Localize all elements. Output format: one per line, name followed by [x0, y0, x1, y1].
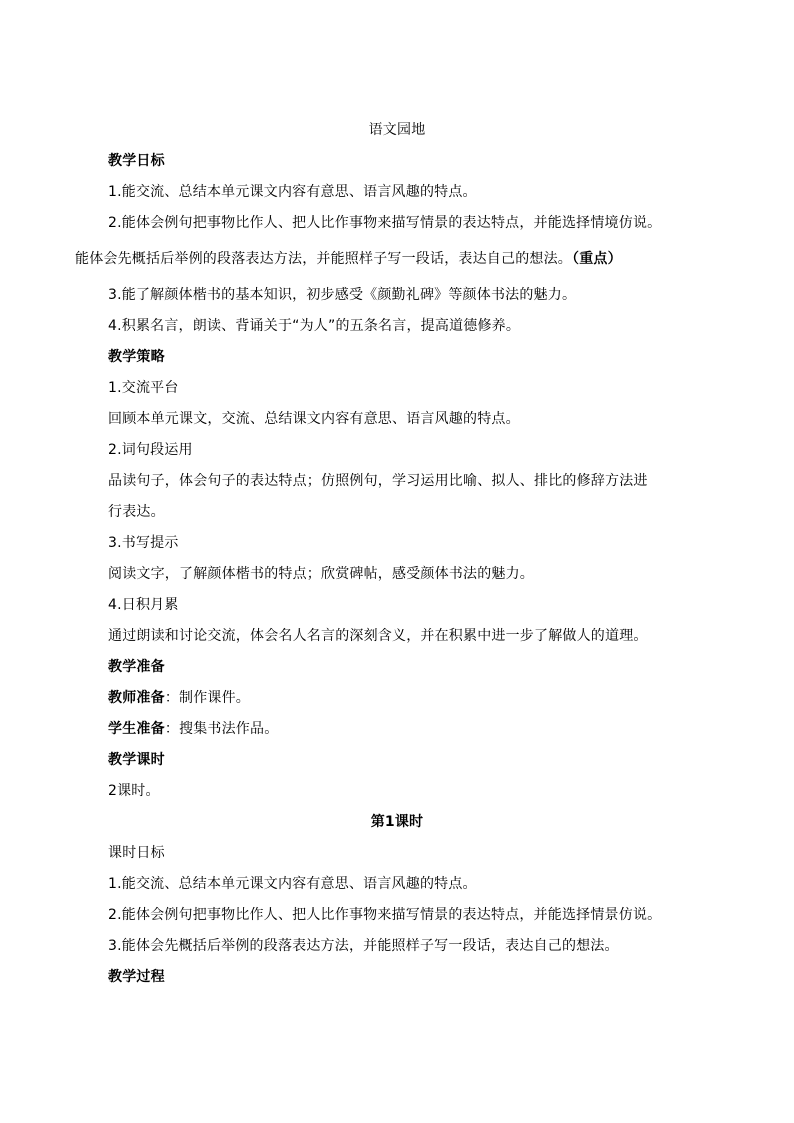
lesson-goal-item: 3.能体会先概括后举例的段落表达方法，并能照样子写一段话，表达自己的想法。 [108, 938, 619, 954]
goal-item-continued [75, 249, 622, 269]
strategy-item: 回顾本单元课文，交流、总结课文内容有意思、语言风趣的特点。 [108, 411, 520, 427]
strategy-item: 通过朗读和讨论交流，体会名人名言的深刻含义，并在积累中进一步了解做人的道理。 [108, 628, 648, 644]
page-title: 语文园地 [368, 122, 426, 138]
strategy-item: 行表达。 [108, 504, 165, 520]
process-heading: 教学过程 [108, 969, 165, 985]
strategy-item: 阅读文字，了解颜体楷书的特点；欣赏碑帖，感受颜体书法的魅力。 [108, 566, 534, 582]
goal-item: 1.能交流、总结本单元课文内容有意思、语言风趣的特点。 [108, 184, 477, 200]
hours-heading: 教学课时 [108, 752, 165, 768]
goal-item: 4.积累名言，朗读、背诵关于“为人”的五条名言，提高道德修养。 [108, 318, 521, 334]
strategy-item: 1.交流平台 [108, 380, 179, 396]
strategy-heading: 教学策略 [108, 349, 165, 365]
student-prep-text: ：搜集书法作品。 [164, 721, 279, 737]
strategy-item: 4.日积月累 [108, 597, 179, 613]
key-point-mark: （重点） [572, 251, 622, 267]
goal-text: 能体会先概括后举例的段落表达方法，并能照样子写一段话，表达自己的想法。 [75, 251, 572, 267]
lesson-goal-item: 1.能交流、总结本单元课文内容有意思、语言风趣的特点。 [108, 876, 477, 892]
prep-heading: 教学准备 [108, 659, 165, 675]
student-prep-label: 学生准备 [108, 721, 165, 737]
goal-item: 2.能体会例句把事物比作人、把人比作事物来描写情景的表达特点，并能选择情境仿说。 [108, 215, 662, 231]
teacher-prep [108, 688, 250, 708]
teacher-prep-label: 教师准备 [108, 690, 165, 706]
strategy-item: 3.书写提示 [108, 535, 179, 551]
lesson-goals-heading: 课时日标 [108, 845, 165, 861]
lesson-title: 第1课时 [370, 814, 424, 830]
lesson-goal-item: 2.能体会例句把事物比作人、把人比作事物来描写情景的表达特点，并能选择情景仿说。 [108, 907, 662, 923]
goals-heading: 教学日标 [108, 153, 165, 169]
strategy-item: 品读句子，体会句子的表达特点；仿照例句，学习运用比喻、拟人、排比的修辞方法进 [108, 473, 648, 489]
strategy-item: 2.词句段运用 [108, 442, 193, 458]
student-prep [108, 719, 278, 739]
hours-text: 2课时。 [108, 783, 160, 799]
goal-item: 3.能了解颜体楷书的基本知识，初步感受《颜勤礼碑》等颜体书法的魅力。 [108, 287, 577, 303]
teacher-prep-text: ：制作课件。 [164, 690, 251, 706]
